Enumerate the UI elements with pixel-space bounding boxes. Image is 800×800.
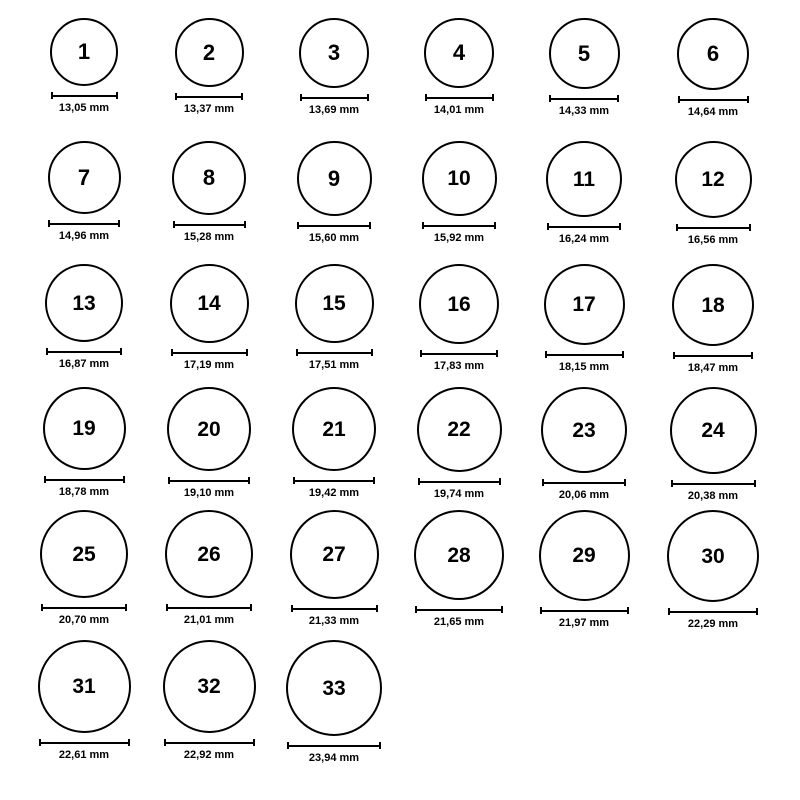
ring-diameter-label: 20,06 mm bbox=[558, 489, 610, 501]
dimension-bar-icon bbox=[678, 96, 749, 103]
ring-size-number: 26 bbox=[197, 542, 221, 566]
ring-dimension bbox=[673, 352, 753, 374]
ring-dimension bbox=[418, 478, 501, 500]
ring-diameter-label: 23,94 mm bbox=[308, 752, 360, 764]
ring-circle bbox=[672, 264, 754, 346]
ring-size-cell bbox=[149, 510, 269, 626]
ring-dimension bbox=[168, 477, 250, 499]
ring-diameter-label: 14,33 mm bbox=[558, 105, 610, 117]
ring-size-cell bbox=[653, 18, 773, 118]
ring-circle bbox=[419, 264, 499, 344]
ring-circle bbox=[48, 141, 121, 214]
ring-size-number: 33 bbox=[322, 676, 346, 700]
ring-dimension bbox=[51, 92, 118, 114]
ring-dimension bbox=[415, 606, 503, 628]
ring-dimension bbox=[173, 221, 246, 243]
ring-dimension bbox=[39, 739, 130, 761]
ring-circle bbox=[295, 264, 374, 343]
ring-size-number: 27 bbox=[322, 543, 346, 566]
ring-size-number: 10 bbox=[447, 167, 471, 190]
ring-size-cell bbox=[274, 264, 394, 371]
dimension-bar-icon bbox=[422, 222, 496, 229]
ring-size-number: 21 bbox=[322, 417, 346, 441]
ring-circle bbox=[175, 18, 244, 87]
ring-size-number: 23 bbox=[572, 418, 596, 442]
ring-size-cell bbox=[24, 387, 144, 498]
ring-diameter-label: 19,74 mm bbox=[433, 488, 485, 500]
ring-size-cell bbox=[524, 264, 644, 373]
ring-dimension bbox=[547, 223, 621, 245]
ring-diameter-label: 22,92 mm bbox=[183, 749, 235, 761]
ring-size-cell bbox=[274, 387, 394, 499]
ring-diameter-label: 21,65 mm bbox=[433, 616, 485, 628]
ring-dimension bbox=[287, 742, 381, 764]
ring-size-number: 31 bbox=[72, 675, 96, 698]
ring-circle bbox=[38, 640, 131, 733]
ring-size-cell bbox=[149, 387, 269, 499]
ring-circle bbox=[45, 264, 123, 342]
ring-diameter-label: 18,15 mm bbox=[558, 361, 610, 373]
ring-dimension bbox=[668, 608, 758, 630]
ring-size-number: 1 bbox=[77, 39, 91, 64]
ring-diameter-label: 17,51 mm bbox=[308, 359, 360, 371]
ring-circle bbox=[417, 387, 502, 472]
ring-size-number: 17 bbox=[572, 293, 596, 316]
ring-circle bbox=[414, 510, 504, 600]
ring-dimension bbox=[671, 480, 756, 502]
ring-size-cell bbox=[399, 510, 519, 628]
ring-dimension bbox=[293, 477, 375, 499]
ring-diameter-label: 21,01 mm bbox=[183, 614, 235, 626]
ring-size-cell bbox=[524, 18, 644, 117]
ring-diameter-label: 15,28 mm bbox=[183, 231, 235, 243]
ring-size-number: 13 bbox=[72, 291, 96, 315]
ring-circle bbox=[297, 141, 372, 216]
ring-size-cell bbox=[653, 387, 773, 502]
ring-size-cell bbox=[24, 640, 144, 761]
dimension-bar-icon bbox=[671, 480, 756, 487]
ring-dimension bbox=[545, 351, 624, 373]
ring-size-number: 14 bbox=[197, 292, 221, 315]
ring-size-cell bbox=[24, 264, 144, 370]
ring-size-number: 22 bbox=[447, 418, 471, 441]
ring-dimension bbox=[542, 479, 626, 501]
ring-circle bbox=[667, 510, 759, 602]
ring-size-cell bbox=[24, 510, 144, 626]
dimension-bar-icon bbox=[297, 222, 371, 229]
ring-diameter-label: 19,42 mm bbox=[308, 487, 360, 499]
ring-dimension bbox=[297, 222, 371, 244]
ring-circle bbox=[167, 387, 251, 471]
ring-diameter-label: 13,69 mm bbox=[308, 104, 360, 116]
dimension-bar-icon bbox=[51, 92, 118, 99]
ring-diameter-label: 17,83 mm bbox=[433, 360, 485, 372]
ring-diameter-label: 14,01 mm bbox=[433, 104, 485, 116]
ring-size-cell bbox=[653, 510, 773, 630]
ring-circle bbox=[163, 640, 256, 733]
ring-circle bbox=[165, 510, 253, 598]
ring-diameter-label: 13,05 mm bbox=[58, 102, 110, 114]
dimension-bar-icon bbox=[418, 478, 501, 485]
ring-dimension bbox=[549, 95, 619, 117]
dimension-bar-icon bbox=[48, 220, 120, 227]
dimension-bar-icon bbox=[420, 350, 498, 357]
ring-diameter-label: 20,38 mm bbox=[687, 490, 739, 502]
dimension-bar-icon bbox=[164, 739, 255, 746]
dimension-bar-icon bbox=[171, 349, 248, 356]
ring-diameter-label: 20,70 mm bbox=[58, 614, 110, 626]
ring-size-cell bbox=[274, 141, 394, 244]
dimension-bar-icon bbox=[540, 607, 629, 614]
ring-circle bbox=[43, 387, 126, 470]
ring-diameter-label: 22,29 mm bbox=[687, 618, 739, 630]
ring-dimension bbox=[41, 604, 127, 626]
ring-dimension bbox=[296, 349, 373, 371]
ring-circle bbox=[549, 18, 620, 89]
ring-diameter-label: 15,60 mm bbox=[308, 232, 360, 244]
ring-size-number: 28 bbox=[447, 543, 471, 567]
ring-size-cell bbox=[524, 510, 644, 629]
dimension-bar-icon bbox=[425, 94, 494, 101]
dimension-bar-icon bbox=[287, 742, 381, 749]
ring-circle bbox=[677, 18, 749, 90]
dimension-bar-icon bbox=[166, 604, 252, 611]
ring-diameter-label: 15,92 mm bbox=[433, 232, 485, 244]
ring-dimension bbox=[676, 224, 751, 246]
ring-size-number: 18 bbox=[701, 293, 725, 317]
ring-circle bbox=[290, 510, 379, 599]
ring-circle bbox=[539, 510, 630, 601]
ring-size-number: 29 bbox=[572, 544, 596, 567]
ring-size-number: 7 bbox=[77, 164, 91, 190]
ring-dimension bbox=[46, 348, 122, 370]
dimension-bar-icon bbox=[168, 477, 250, 484]
ring-size-number: 25 bbox=[72, 542, 96, 566]
ring-size-cell bbox=[399, 18, 519, 116]
ring-dimension bbox=[171, 349, 248, 371]
ring-diameter-label: 14,96 mm bbox=[58, 230, 110, 242]
ring-circle bbox=[541, 387, 627, 473]
dimension-bar-icon bbox=[291, 605, 378, 612]
ring-size-number: 6 bbox=[706, 41, 720, 66]
ring-size-cell bbox=[149, 640, 269, 761]
ring-size-number: 5 bbox=[577, 40, 591, 66]
ring-size-cell bbox=[149, 264, 269, 371]
ring-dimension bbox=[44, 476, 125, 498]
ring-size-number: 15 bbox=[322, 292, 346, 315]
ring-diameter-label: 16,24 mm bbox=[558, 233, 610, 245]
dimension-bar-icon bbox=[175, 93, 243, 100]
ring-circle bbox=[172, 141, 246, 215]
ring-circle bbox=[50, 18, 118, 86]
ring-size-number: 9 bbox=[327, 165, 341, 191]
ring-dimension bbox=[422, 222, 496, 244]
ring-diameter-label: 18,78 mm bbox=[58, 486, 110, 498]
ring-size-cell bbox=[24, 141, 144, 242]
ring-diameter-label: 14,64 mm bbox=[687, 106, 739, 118]
ring-circle bbox=[675, 141, 752, 218]
ring-size-cell bbox=[653, 264, 773, 374]
ring-diameter-label: 16,87 mm bbox=[58, 358, 110, 370]
dimension-bar-icon bbox=[673, 352, 753, 359]
ring-size-number: 16 bbox=[447, 292, 471, 316]
ring-size-cell bbox=[524, 141, 644, 245]
ring-dimension bbox=[164, 739, 255, 761]
ring-size-number: 2 bbox=[202, 39, 216, 65]
dimension-bar-icon bbox=[415, 606, 503, 613]
ring-circle bbox=[670, 387, 757, 474]
ring-size-number: 19 bbox=[72, 417, 96, 440]
dimension-bar-icon bbox=[300, 94, 369, 101]
ring-circle bbox=[299, 18, 369, 88]
dimension-bar-icon bbox=[547, 223, 621, 230]
ring-diameter-label: 18,47 mm bbox=[687, 362, 739, 374]
dimension-bar-icon bbox=[542, 479, 626, 486]
ring-size-cell bbox=[149, 141, 269, 243]
ring-dimension bbox=[540, 607, 629, 629]
ring-circle bbox=[40, 510, 128, 598]
ring-size-cell bbox=[399, 141, 519, 244]
dimension-bar-icon bbox=[46, 348, 122, 355]
ring-size-cell bbox=[399, 264, 519, 372]
ring-size-number: 30 bbox=[701, 544, 725, 568]
ring-diameter-label: 21,97 mm bbox=[558, 617, 610, 629]
ring-size-number: 11 bbox=[572, 167, 596, 191]
ring-size-number: 12 bbox=[701, 168, 725, 191]
ring-circle bbox=[424, 18, 494, 88]
ring-size-cell bbox=[274, 18, 394, 116]
ring-size-number: 3 bbox=[327, 40, 341, 65]
ring-size-number: 4 bbox=[452, 40, 466, 65]
ring-diameter-label: 19,10 mm bbox=[183, 487, 235, 499]
ring-size-cell bbox=[24, 18, 144, 114]
ring-size-number: 8 bbox=[202, 165, 216, 190]
dimension-bar-icon bbox=[44, 476, 125, 483]
dimension-bar-icon bbox=[676, 224, 751, 231]
ring-size-number: 20 bbox=[197, 417, 221, 441]
dimension-bar-icon bbox=[39, 739, 130, 746]
ring-dimension bbox=[291, 605, 378, 627]
ring-dimension bbox=[175, 93, 243, 115]
dimension-bar-icon bbox=[296, 349, 373, 356]
ring-size-cell bbox=[149, 18, 269, 115]
ring-diameter-label: 13,37 mm bbox=[183, 103, 235, 115]
ring-size-number: 24 bbox=[701, 419, 725, 442]
ring-diameter-label: 22,61 mm bbox=[58, 749, 110, 761]
ring-circle bbox=[422, 141, 497, 216]
dimension-bar-icon bbox=[668, 608, 758, 615]
ring-circle bbox=[286, 640, 382, 736]
ring-diameter-label: 16,56 mm bbox=[687, 234, 739, 246]
dimension-bar-icon bbox=[41, 604, 127, 611]
ring-dimension bbox=[425, 94, 494, 116]
ring-size-cell bbox=[653, 141, 773, 246]
ring-size-cell bbox=[399, 387, 519, 500]
ring-dimension bbox=[300, 94, 369, 116]
dimension-bar-icon bbox=[293, 477, 375, 484]
ring-dimension bbox=[678, 96, 749, 118]
ring-circle bbox=[544, 264, 625, 345]
dimension-bar-icon bbox=[549, 95, 619, 102]
ring-diameter-label: 21,33 mm bbox=[308, 615, 360, 627]
ring-dimension bbox=[48, 220, 120, 242]
dimension-bar-icon bbox=[545, 351, 624, 358]
ring-size-number: 32 bbox=[197, 675, 221, 698]
ring-size-cell bbox=[274, 640, 394, 764]
ring-dimension bbox=[420, 350, 498, 372]
ring-dimension bbox=[166, 604, 252, 626]
ring-circle bbox=[170, 264, 249, 343]
dimension-bar-icon bbox=[173, 221, 246, 228]
ring-circle bbox=[292, 387, 376, 471]
ring-circle bbox=[546, 141, 622, 217]
ring-size-cell bbox=[274, 510, 394, 627]
ring-size-cell bbox=[524, 387, 644, 501]
ring-diameter-label: 17,19 mm bbox=[183, 359, 235, 371]
